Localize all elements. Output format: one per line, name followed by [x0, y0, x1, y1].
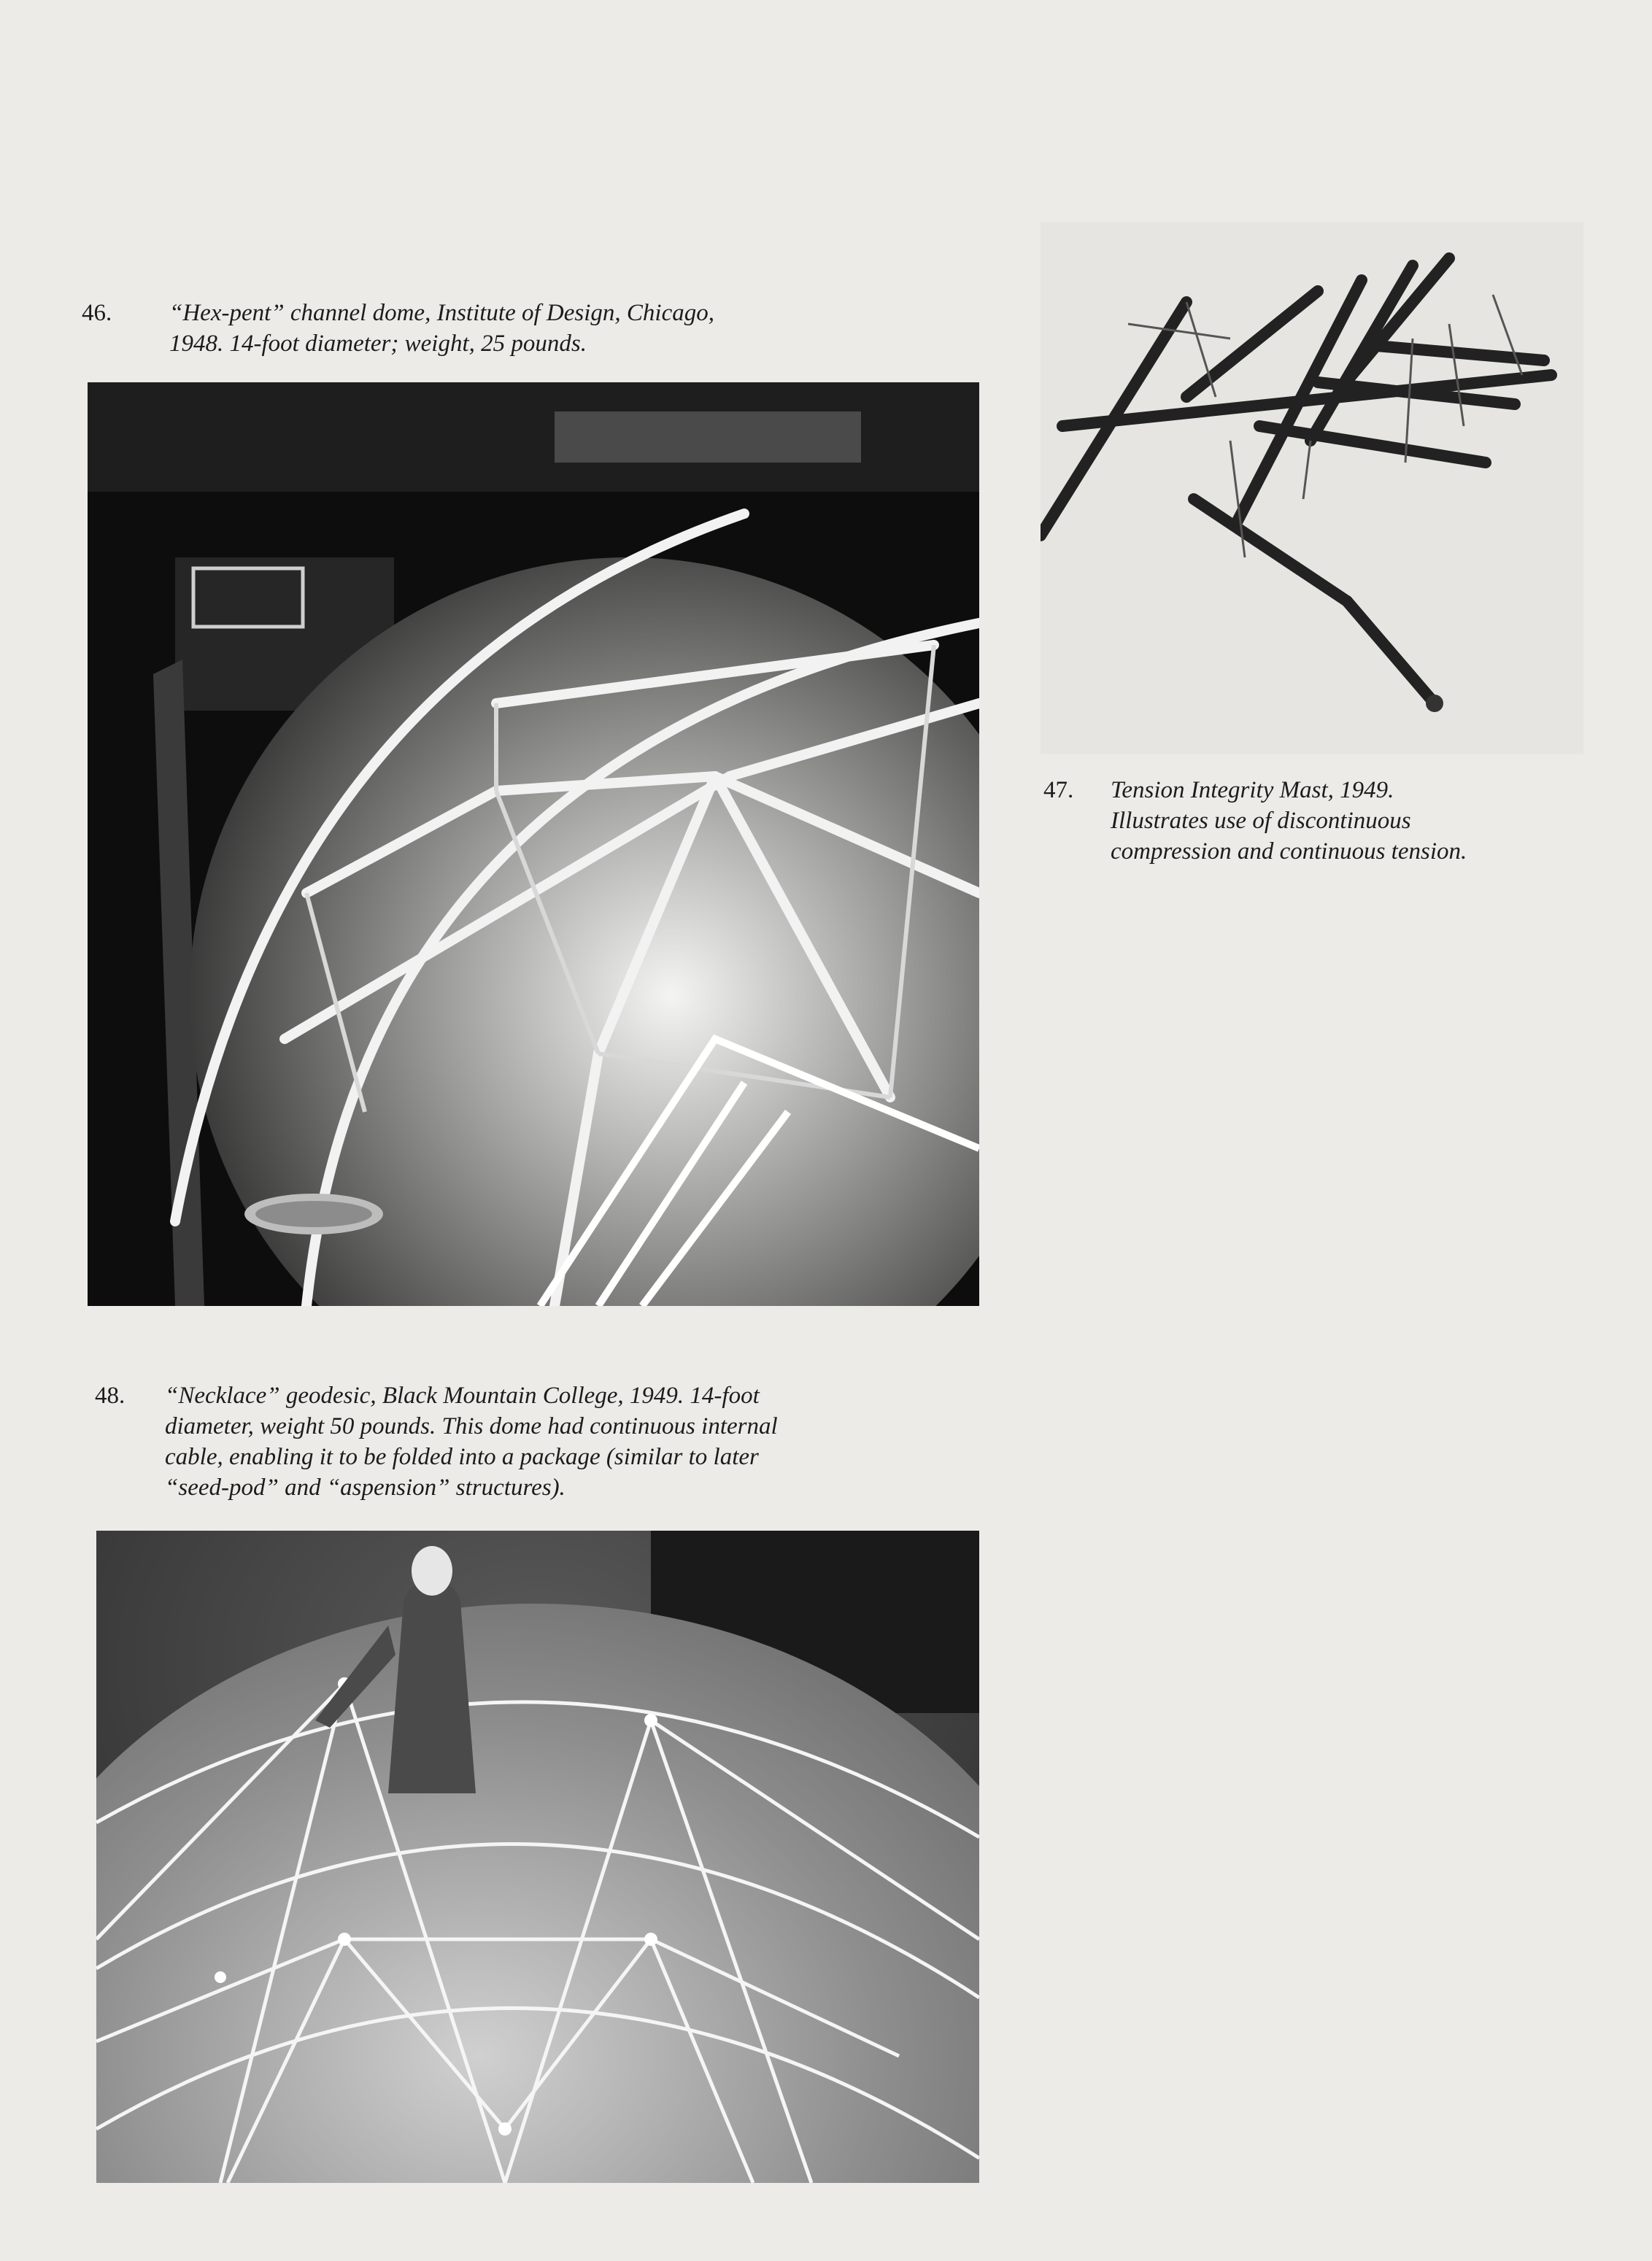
- figure-46-caption-line: “Hex-pent” channel dome, Institute of Design, Chicago,: [169, 300, 714, 326]
- figure-47-caption-line: compression and continuous tension.: [1111, 838, 1467, 865]
- figure-48-caption-line: “seed-pod” and “aspension” structures).: [165, 1475, 566, 1501]
- figure-47-caption-line: Illustrates use of discontinuous: [1111, 808, 1411, 834]
- figure-46-caption: [82, 298, 884, 359]
- figure-48-caption-line: “Necklace” geodesic, Black Mountain College, 1949. 14-foot: [165, 1383, 760, 1409]
- figure-46-number: 46.: [82, 300, 112, 326]
- figure-47-caption-line: Tension Integrity Mast, 1949.: [1111, 777, 1394, 803]
- figure-48-caption: [95, 1380, 970, 1503]
- figure-47-photo-tension-mast: [1041, 222, 1583, 754]
- figure-48-caption-line: cable, enabling it to be folded into a package (similar to later: [165, 1444, 759, 1470]
- figure-46-photo-hexpent-dome: [88, 382, 979, 1306]
- figure-48-caption-line: diameter, weight 50 pounds. This dome had continuous internal: [165, 1413, 778, 1439]
- figure-48-photo-necklace-geodesic: [96, 1531, 979, 2183]
- figure-47-caption: [1043, 775, 1642, 867]
- figure-47-number: 47.: [1043, 777, 1074, 803]
- figure-46-caption-line: 1948. 14-foot diameter; weight, 25 pounds.: [169, 331, 587, 357]
- figure-48-number: 48.: [95, 1383, 126, 1409]
